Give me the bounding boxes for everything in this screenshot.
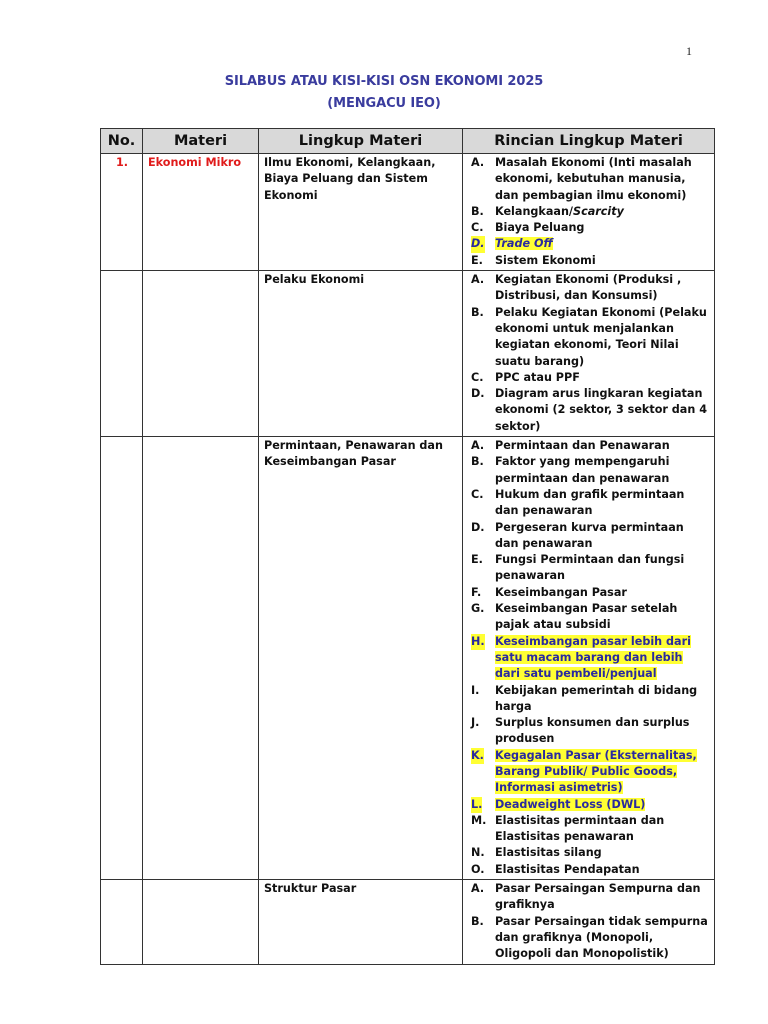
- list-item: A. Masalah Ekonomi (Inti masalah ekonomi, kebutuhan manusia, dan pembagian ilmu ekonomi): [471, 156, 692, 202]
- lingkup-cell: Permintaan, Penawaran dan Keseimbangan Pasar: [259, 437, 463, 880]
- row-number: [101, 437, 143, 880]
- list-item: B. Pasar Persaingan tidak sempurna dan grafiknya (Monopoli, Oligopoli dan Monopolistik): [471, 914, 708, 961]
- list-item: B. Pelaku Kegiatan Ekonomi (Pelaku ekonomi untuk menjalankan kegiatan ekonomi, Teori Nilai suatu barang): [471, 305, 707, 368]
- list-item: D. Diagram arus lingkaran kegiatan ekonomi (2 sektor, 3 sektor dan 4 sektor): [471, 387, 707, 433]
- materi-cell: Ekonomi Mikro: [143, 154, 259, 271]
- list-item: C. Biaya Peluang: [471, 221, 585, 235]
- list-item: J. Surplus konsumen dan surplus produsen: [471, 716, 690, 746]
- page-number: 1: [686, 44, 692, 58]
- syllabus-table: [100, 128, 715, 965]
- table-header-row: [101, 129, 715, 154]
- header-rincian-lingkup-materi: Rincian Lingkup Materi: [463, 129, 715, 154]
- header-no: No.: [101, 129, 143, 154]
- header-lingkup-materi: Lingkup Materi: [259, 129, 463, 154]
- list-item: I. Kebijakan pemerintah di bidang harga: [471, 683, 698, 713]
- list-item: E. Sistem Ekonomi: [471, 253, 596, 267]
- list-item: E. Fungsi Permintaan dan fungsi penawaran: [471, 553, 685, 583]
- row-number: [101, 880, 143, 964]
- list-item: F. Keseimbangan Pasar: [471, 585, 627, 599]
- rincian-list: [468, 881, 710, 962]
- list-item: M. Elastisitas permintaan dan Elastisitas penawaran: [471, 813, 665, 844]
- list-item: A. Kegiatan Ekonomi (Produksi , Distribusi, dan Konsumsi): [471, 273, 682, 303]
- materi-cell: [143, 271, 259, 437]
- list-item: B. Faktor yang mempengaruhi permintaan dan penawaran: [471, 455, 670, 485]
- table-row: [101, 437, 715, 880]
- list-item: O. Elastisitas Pendapatan: [471, 862, 640, 876]
- table-row: [101, 154, 715, 271]
- rincian-cell: [463, 880, 715, 964]
- table-row: [101, 880, 715, 964]
- list-item: N. Elastisitas silang: [471, 846, 602, 860]
- rincian-list: [468, 272, 710, 435]
- title-line-2: (MENGACU IEO): [327, 96, 441, 111]
- rincian-cell: [463, 154, 715, 271]
- list-item: C. PPC atau PPF: [471, 370, 580, 384]
- lingkup-cell: Pelaku Ekonomi: [259, 271, 463, 437]
- list-item: G. Keseimbangan Pasar setelah pajak atau subsidi: [471, 602, 678, 632]
- list-item: C. Hukum dan grafik permintaan dan penawaran: [471, 487, 685, 518]
- list-item-highlighted: H. Keseimbangan pasar lebih dari satu macam barang dan lebih dari satu pembeli/penjual: [471, 634, 691, 681]
- title-line-1: SILABUS ATAU KISI-KISI OSN EKONOMI 2025: [224, 74, 544, 89]
- list-item-highlighted: K. Kegagalan Pasar (Eksternalitas, Barang Publik/ Public Goods, Informasi asimetris): [471, 748, 697, 795]
- list-item: A. Pasar Persaingan Sempurna dan grafiknya: [471, 882, 701, 912]
- lingkup-cell: Struktur Pasar: [259, 880, 463, 964]
- table-row: [101, 271, 715, 437]
- list-item-highlighted: D. Trade Off: [468, 236, 710, 252]
- rincian-list: [468, 438, 710, 878]
- rincian-list: [468, 155, 710, 269]
- list-item: A. Permintaan dan Penawaran: [471, 439, 670, 453]
- header-materi: Materi: [143, 129, 259, 154]
- rincian-cell: [463, 271, 715, 437]
- materi-cell: [143, 880, 259, 964]
- list-item: B. Kelangkaan/Scarcity: [471, 204, 624, 218]
- row-number: [101, 271, 143, 437]
- list-item: D. Pergeseran kurva permintaan dan penawaran: [471, 520, 684, 550]
- materi-cell: [143, 437, 259, 880]
- document-title: [0, 71, 768, 115]
- rincian-cell: [463, 437, 715, 880]
- row-number: 1.: [101, 154, 143, 271]
- list-item-highlighted: L. Deadweight Loss (DWL): [468, 797, 710, 813]
- lingkup-cell: Ilmu Ekonomi, Kelangkaan, Biaya Peluang dan Sistem Ekonomi: [259, 154, 463, 271]
